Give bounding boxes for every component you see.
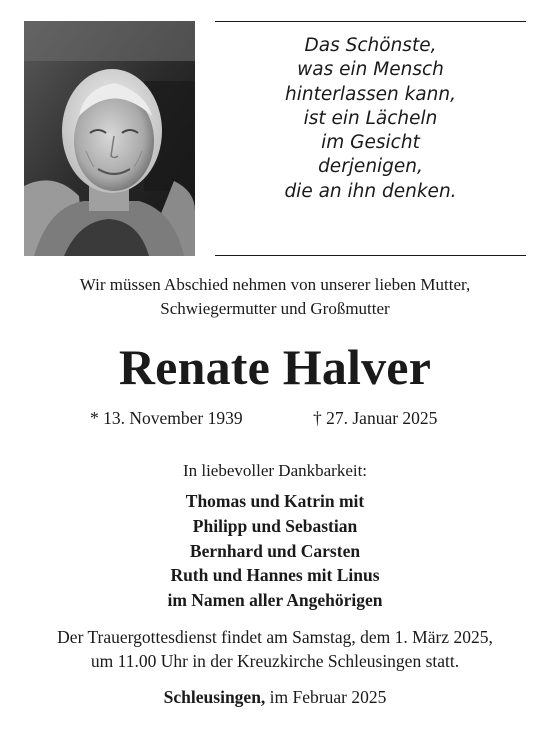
- service-line: um 11.00 Uhr in der Kreuzkirche Schleusingen statt.: [90, 651, 460, 671]
- poem-line: derjenigen,: [318, 156, 423, 178]
- poem-line: die an ihn denken.: [284, 180, 457, 202]
- mourner-line: Philipp und Sebastian: [192, 515, 358, 536]
- mourner-line: Bernhard und Carsten: [189, 540, 361, 561]
- top-rule: [215, 21, 526, 22]
- memorial-poem: [215, 34, 526, 204]
- birth-date: * 13. November 1939: [90, 408, 243, 428]
- mourner-line: Ruth und Hannes mit Linus: [170, 565, 380, 586]
- deceased-name: Renate Halver: [118, 339, 432, 395]
- poem-line: ist ein Lächeln: [303, 107, 438, 129]
- thanks-heading: In liebevoller Dankbarkeit:: [182, 461, 368, 480]
- poem-line: im Gesicht: [321, 132, 420, 154]
- portrait-photo: [24, 21, 195, 256]
- place-and-date: [0, 685, 550, 709]
- mourner-line: Thomas und Katrin mit: [185, 491, 365, 511]
- mourners-list: [0, 489, 550, 613]
- service-line: Der Trauergottesdienst findet am Samstag, dem 1. März 2025,: [57, 627, 493, 647]
- portrait-illustration: [24, 21, 195, 256]
- service-info: [0, 625, 550, 673]
- intro-text: [0, 273, 550, 321]
- poem-line: Das Schönste,: [304, 35, 437, 56]
- poem-line: hinterlassen kann,: [285, 83, 456, 105]
- intro-line: Schwiegermutter und Großmutter: [160, 299, 390, 318]
- poem-line: was ein Mensch: [297, 59, 444, 81]
- bottom-rule: [215, 255, 526, 256]
- death-date: † 27. Januar 2025: [313, 408, 438, 428]
- place-date: im Februar 2025: [265, 687, 387, 707]
- intro-line: Wir müssen Abschied nehmen von unserer lieben Mutter,: [79, 275, 471, 294]
- place-town: Schleusingen,: [163, 687, 266, 707]
- mourner-line: im Namen aller Angehörigen: [167, 590, 383, 611]
